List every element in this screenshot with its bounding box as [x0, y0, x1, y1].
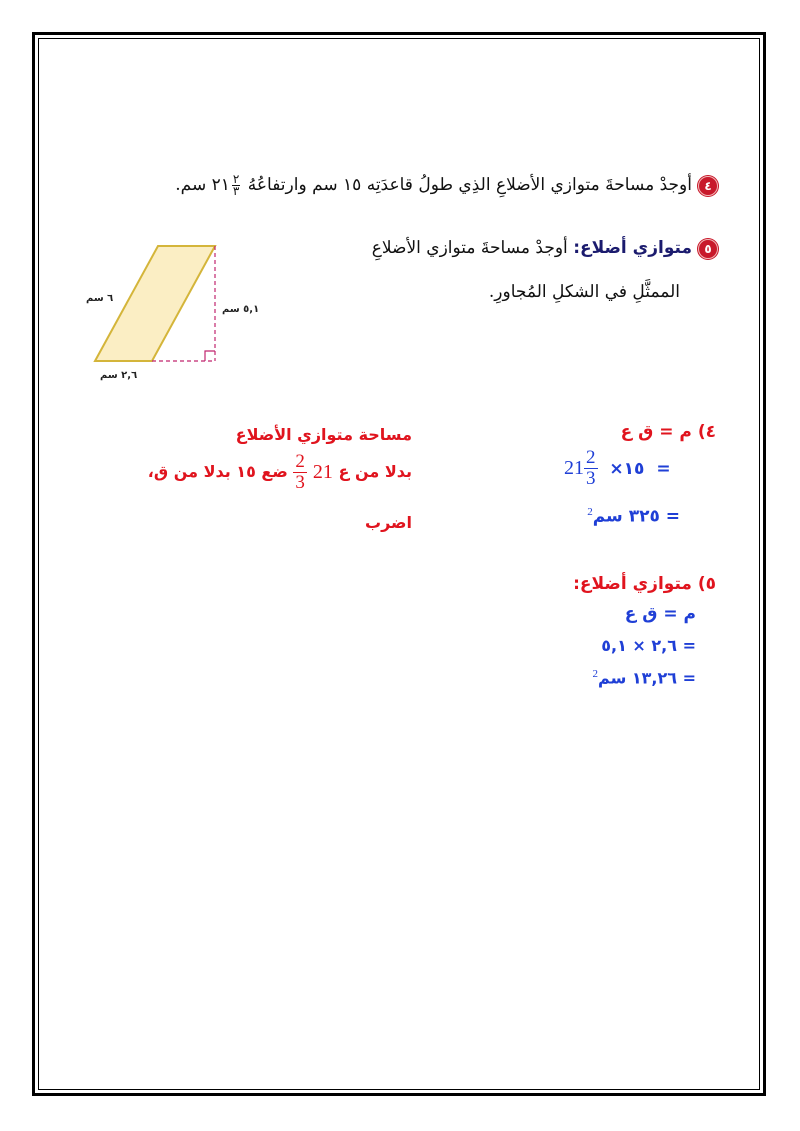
notes-multiply: اضرب [365, 513, 412, 532]
problem-5-line2-wrap [489, 282, 680, 302]
problem-4-text: أوجدْ مساحةَ متوازي الأضلاعِ الذِي طولُ قاعدَتِه ١٥ سم وارتفاعُهُ [247, 175, 692, 195]
problem-4-text-end: ٢١ سم. [175, 175, 230, 195]
solution-4-step1-fraction [584, 448, 598, 489]
problem-4-fraction [232, 174, 240, 197]
problem-4-fraction-denominator: ٣ [232, 184, 240, 198]
parallelogram-figure [80, 238, 240, 378]
problem-5-line2: الممثَّلِ في الشكلِ المُجاورِ. [488, 282, 680, 302]
notes-substitution [142, 452, 412, 493]
right-angle-marker [205, 351, 215, 361]
notes-substitution-fraction [293, 452, 307, 493]
solution-4-step1-numerator: 2 [586, 447, 596, 468]
solution-4-number: ٤) [697, 422, 716, 442]
solution-4-step1-whole: 21 [564, 457, 584, 479]
solution-4-step2-equals: = [665, 506, 680, 527]
solution-5-step2-unit: سم [598, 668, 627, 688]
solution-4-step2 [587, 506, 680, 527]
notes-title: مساحة متوازي الأضلاع [235, 425, 412, 444]
problem-4 [175, 174, 718, 197]
solution-5-step2-value: ١٣,٢٦ [631, 668, 678, 688]
solution-4-step1-denominator: 3 [586, 468, 596, 489]
solution-4-step1 [564, 448, 671, 489]
solution-4-step2-unit: سم [592, 506, 623, 527]
solution-4-formula-text: م = ق ع [620, 422, 692, 442]
figure-side-label: ٦ سم [86, 293, 114, 304]
problem-4-fraction-numerator: ٢ [232, 172, 240, 186]
problem-5-line1: أوجدْ مساحةَ متوازي الأضلاعِ [371, 238, 568, 258]
problem-5-number-badge: ٥ [698, 239, 718, 259]
problem-5-title: متوازي أضلاع: [573, 238, 692, 258]
problem-5 [372, 238, 718, 259]
solution-5-step1: = ٢,٦ × ٥,١ [601, 636, 696, 655]
solution-5-step2-equals: = [682, 668, 696, 688]
solution-4-step2-exponent: 2 [587, 506, 593, 518]
problem-4-number-badge: ٤ [698, 176, 718, 196]
solution-5-step2-exponent: 2 [592, 668, 599, 680]
solution-5-heading: ٥) متوازي أضلاع: [573, 574, 716, 594]
figure-base-label: ٢,٦ سم [100, 370, 138, 381]
notes-substitution-whole: 21 [312, 461, 333, 483]
solution-4-step1-mult: ×١٥ [609, 458, 645, 479]
solution-4-step1-equals: = [656, 458, 671, 479]
solution-5-step2 [593, 668, 696, 687]
solution-4-formula [621, 422, 716, 442]
notes-substitution-part2: بدلا من ع [338, 462, 412, 481]
notes-substitution-part1: ضع ١٥ بدلا من ق، [147, 462, 288, 481]
notes-substitution-denominator: 3 [295, 472, 305, 493]
figure-height-label: ٥,١ سم [222, 304, 260, 315]
solution-4-step2-value: ٣٢٥ [628, 506, 660, 527]
notes-substitution-numerator: 2 [295, 451, 305, 472]
solution-5-formula: م = ق ع [624, 604, 696, 624]
